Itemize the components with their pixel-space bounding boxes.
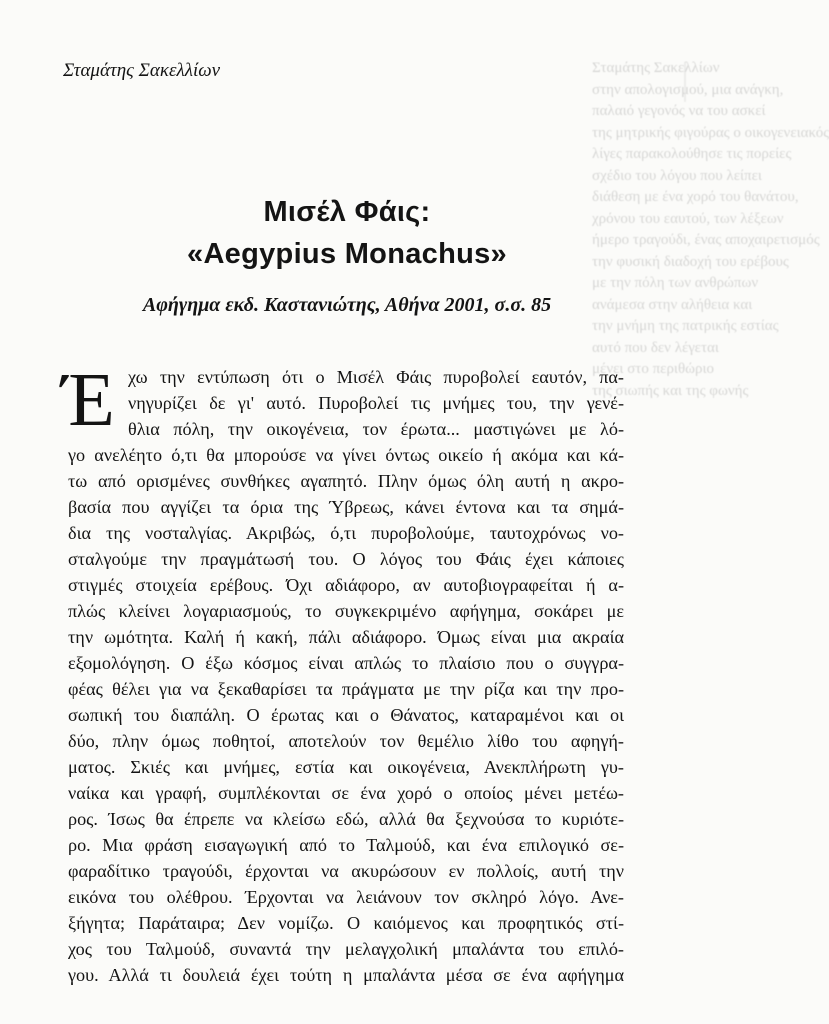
bleed-through-line: αυτό που δεν λέγεται xyxy=(592,339,719,356)
bleed-through-line: την μνήμη της πατρικής εστίας xyxy=(592,318,779,334)
body-line: βασία που αγγίζει τα όρια της Ύβρεως, κάνει έντονα και τα σημά- xyxy=(68,497,624,517)
body-line: εξομολόγηση. Ο έξω κόσμος είναι απλώς το πλαίσιο που ο συγγρα- xyxy=(68,653,624,673)
body-line: πλώς κλείνει λογαριασμούς, το συγκεκριμένο αφήγημα, σοκάρει με xyxy=(68,601,624,621)
body-line: φέας θέλει για να ξεκαθαρίσει τα πράγματα με την ρίζα και την προ- xyxy=(68,679,624,699)
body-line: φαραδίτικο τραγούδι, έρχονται να ακυρώσουν εν πολλοίς, αυτή την xyxy=(68,861,624,881)
body-line: την ωμότητα. Καλή ή κακή, πάλι αδιάφορο. Όμως είναι μια ακραία xyxy=(68,627,624,647)
body-line: χος του Ταλμούδ, συναντά την μελαγχολική μπαλάντα του επιλό- xyxy=(68,939,624,959)
article-title-book: «Aegypius Monachus» xyxy=(187,238,507,270)
publication-details: Αφήγημα εκδ. Καστανιώτης, Αθήνα 2001, σ.σ. 85 xyxy=(142,294,552,316)
bleed-through-line: ήμερο τραγούδι, ένας αποχαιρετισμός xyxy=(592,232,820,248)
bleed-through-line: χρόνου του εαυτού, των λέξεων xyxy=(592,210,784,227)
body-line: ναίκα και γραφή, συμπλέκονται σε ένα χορό ο οποίος μένει μετέω- xyxy=(68,783,624,803)
page-fold-mark xyxy=(684,62,686,102)
body-line: στιγμές στοιχεία ερέβους. Όχι αδιάφορο, αν αυτοβιογραφείται ή α- xyxy=(68,575,624,595)
body-line: χω την εντύπωση ότι ο Μισέλ Φάις πυροβολεί εαυτόν, πα- xyxy=(128,367,624,387)
body-line: γου. Αλλά τι δουλειά έχει τούτη η μπαλάντα μέσα σε ένα αφήγημα xyxy=(68,965,624,985)
bleed-through-line: διάθεση με ένα χορό του θανάτου, xyxy=(592,189,799,205)
body-paragraph xyxy=(68,364,624,988)
bleed-through-line: μένει στο περιθώριο xyxy=(592,361,715,377)
bleed-through-line: παλαιό γεγονός να του ασκεί xyxy=(592,103,766,119)
review-body xyxy=(62,358,624,988)
bleed-through-line: σχέδιο του λόγου που λείπει xyxy=(592,167,762,184)
body-line: σταλγούμε την πραγμάτωσή του. Ο λόγος του Φάις έχει κάποιες xyxy=(68,549,624,569)
body-line: ματος. Σκιές και μνήμες, εστία και οικογένεια, Ανεκπλήρωτη γυ- xyxy=(68,757,624,777)
body-line: νηγυρίζει δε γι' αυτό. Πυροβολεί τις μνήμες του, την γενέ- xyxy=(128,393,624,413)
body-line: δια της νοσταλγίας. Ακριβώς, ό,τι πυροβολούμε, ταυτοχρόνως νο- xyxy=(68,523,624,543)
bleed-through-line: με την πόλη των ανθρώπων xyxy=(592,275,759,291)
body-line: σωπική του διαπάλη. Ο έρωτας και ο Θάνατος, καταραμένοι και οι xyxy=(68,705,624,725)
bleed-through-line: της μητρικής φιγούρας ο οικογενειακός xyxy=(592,124,829,141)
body-line: ρο. Μια φράση εισαγωγική από το Ταλμούδ, και ένα επιλογικό σε- xyxy=(68,835,624,855)
bleed-through-line: στην απολογισμού, μια ανάγκη, xyxy=(592,81,784,98)
body-line: ξήγητα; Παράταιρα; Δεν νομίζω. Ο καιόμενος και προφητικός στί- xyxy=(68,913,624,933)
running-header-author: Σταμάτης Σακελλίων xyxy=(63,60,221,81)
body-line: θλια πόλη, την οικογένεια, τον έρωτα... μαστιγώνει με λό- xyxy=(128,419,624,439)
body-line: ρος. Ίσως θα έπρεπε να κλείσω εδώ, αλλά θα ξεχνούσα το κυριότε- xyxy=(68,809,624,829)
body-line: τω από ορισμένες συνθήκες αγαπητό. Πλην όμως όλη αυτή η ακρο- xyxy=(68,471,624,491)
body-line: εικόνα του ολέθρου. Έρχονται να λειάνουν τον σκληρό λόγο. Ανε- xyxy=(68,887,624,907)
body-line: δύο, πλην όμως ποθητοί, αποτελούν τον θεμέλιο λίθο του αφηγή- xyxy=(68,731,624,751)
drop-cap: Έ xyxy=(62,358,115,442)
bleed-through-line: ανάμεσα στην αλήθεια και xyxy=(592,296,753,313)
bleed-through-line: της σιωπής και της φωνής xyxy=(592,382,749,399)
article-title-author: Μισέλ Φάις: xyxy=(263,196,431,228)
bleed-through-lines xyxy=(592,58,829,402)
bleed-through-line: την φυσική διαδοχή του ερέβους xyxy=(592,253,789,270)
body-line: γο ανελέητο ό,τι θα μπορούσε να γίνει όντως οικείο ή ακόμα και κά- xyxy=(68,445,624,465)
bleed-through-line: λίγες παρακολούθησε τις πορείες xyxy=(592,146,792,162)
bleed-through-line: Σταμάτης Σακελλίων xyxy=(592,60,720,76)
